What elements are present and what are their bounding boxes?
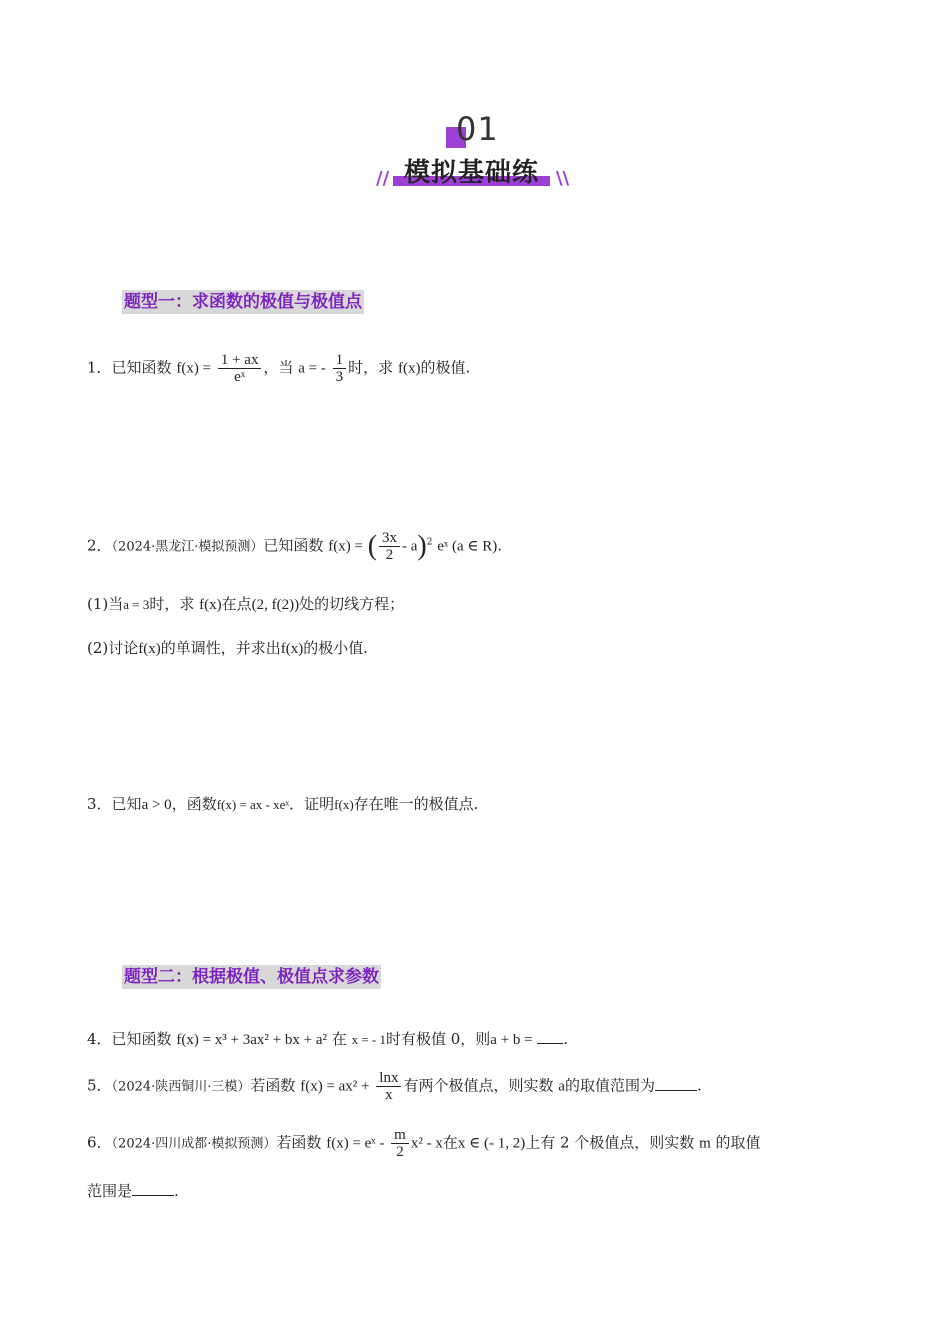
parameter-expression: a = - (298, 360, 326, 377)
answer-blank[interactable] (537, 1043, 563, 1044)
section-header-type-2: 题型二：根据极值、极值点求参数 (124, 967, 379, 987)
question-text: 已知函数 (111, 1030, 172, 1048)
question-2: 2．（2024·黑龙江·模拟预测）已知函数 f(x) = ( $\frac{3x}{2}$ - a)$^2$ eˣ (a ∈ R). (87, 530, 503, 563)
fraction (376, 1070, 401, 1103)
question-6 (87, 1127, 761, 1160)
fraction-numerator: 1 + ax (218, 352, 262, 369)
punctuation: . (174, 1182, 179, 1200)
question-text: (2)讨论 (87, 639, 139, 657)
function-expression: f(x) = x³ + 3ax² + bx + a² (176, 1032, 327, 1048)
question-text: ．证明 (289, 795, 335, 813)
question-2-part-1 (87, 593, 404, 616)
question-text: 的极值. (420, 358, 471, 377)
parameter-expression: a = 3 (123, 597, 150, 612)
fraction-denominator: eˣ (234, 369, 246, 385)
question-text: 范围是 (87, 1182, 133, 1200)
question-text: ，函数 (171, 795, 217, 813)
section-header-type-1: 题型一：求函数的极值与极值点 (124, 292, 362, 312)
question-text: ，当 (263, 358, 294, 377)
question-text: 存在唯一的极值点. (353, 795, 479, 813)
question-text: 的取值范围为 (564, 1076, 655, 1095)
fraction (218, 352, 262, 385)
function-expression: f(x) (334, 797, 354, 812)
function-expression: f(x) (280, 641, 304, 657)
fraction (379, 530, 400, 563)
condition-expression: x = - 1 (351, 1032, 386, 1047)
punctuation: . (563, 1030, 569, 1048)
expression-part: - a (402, 538, 418, 555)
domain-expression: x ∈ (- 1, 2) (457, 1135, 526, 1152)
variable: a (558, 1078, 565, 1095)
condition-expression: a > 0 (141, 797, 172, 813)
question-1 (87, 352, 470, 385)
question-text: 时，求 (149, 595, 195, 613)
question-text: 的取值 (715, 1133, 761, 1152)
question-text: 时有极值 0，则 (385, 1030, 491, 1048)
expression-part: eˣ (a ∈ R) (437, 538, 498, 555)
page-title: 模拟基础练 (404, 158, 540, 188)
question-text: 在点 (221, 595, 252, 613)
question-text: 上有 2 个极值点，则实数 (525, 1133, 695, 1152)
fraction-numerator: lnx (376, 1070, 401, 1087)
fraction-denominator: 2 (396, 1144, 404, 1160)
question-text: 的极小值. (303, 639, 369, 657)
function-expression: f(x) (199, 597, 222, 613)
question-text: (1)当 (87, 595, 124, 613)
question-number: 4． (87, 1030, 112, 1048)
function-expression: f(x) = (176, 360, 212, 377)
question-text: 处的切线方程； (299, 595, 405, 613)
fraction (333, 352, 347, 385)
function-expression: f(x) = ax² + (300, 1078, 370, 1095)
point-expression: (2, f(2)) (251, 597, 300, 613)
answer-blank[interactable] (132, 1195, 174, 1196)
question-text: 已知 (111, 795, 142, 813)
question-2-part-2 (87, 637, 368, 660)
question-number: 2． (87, 536, 112, 555)
fraction-numerator: 1 (333, 352, 347, 369)
left-slash-decoration: // (376, 168, 390, 189)
question-text: 时，求 (348, 358, 394, 377)
question-3 (87, 793, 478, 816)
question-text: 有两个极值点，则实数 (403, 1076, 554, 1095)
fraction-numerator: m (391, 1127, 409, 1144)
fraction (391, 1127, 409, 1160)
answer-expression: a + b = (490, 1032, 533, 1048)
function-expression: f(x) (397, 360, 421, 377)
fraction-numerator: 3x (379, 530, 400, 547)
fraction-denominator: 3 (335, 369, 344, 385)
function-expression: f(x) = ax - xeˣ (216, 797, 290, 812)
question-text: 在 (331, 1030, 347, 1048)
fraction-denominator: 2 (385, 547, 394, 563)
question-text: 已知函数 (111, 358, 172, 377)
question-number: 6． (87, 1133, 112, 1152)
question-text: 若函数 (250, 1076, 296, 1095)
punctuation: . (497, 536, 503, 555)
fraction-denominator: x (385, 1087, 393, 1103)
question-source: （2024·陕西铜川·三模） (111, 1079, 251, 1095)
question-source: （2024·四川成都·模拟预测） (111, 1136, 277, 1152)
expression-part: x² - x (410, 1135, 443, 1152)
question-4 (87, 1028, 568, 1051)
question-6-line-2 (87, 1180, 179, 1202)
question-number: 1． (87, 358, 112, 377)
question-5 (87, 1070, 702, 1103)
question-source: （2024·黑龙江·模拟预测） (111, 539, 264, 555)
question-number: 5． (87, 1076, 112, 1095)
variable: m (699, 1135, 711, 1152)
section-number: 01 (456, 110, 499, 148)
function-expression: f(x) = (328, 538, 363, 555)
right-slash-decoration: \\ (556, 168, 570, 189)
question-number: 3． (87, 795, 112, 813)
function-expression: f(x) (138, 641, 161, 657)
question-text: 的单调性，并求出 (160, 639, 281, 657)
answer-blank[interactable] (655, 1090, 697, 1091)
function-expression: f(x) = eˣ - (326, 1135, 385, 1152)
question-text: 已知函数 (263, 536, 324, 555)
question-text: 若函数 (276, 1133, 322, 1152)
question-text: 在 (442, 1133, 458, 1152)
punctuation: . (696, 1076, 702, 1095)
